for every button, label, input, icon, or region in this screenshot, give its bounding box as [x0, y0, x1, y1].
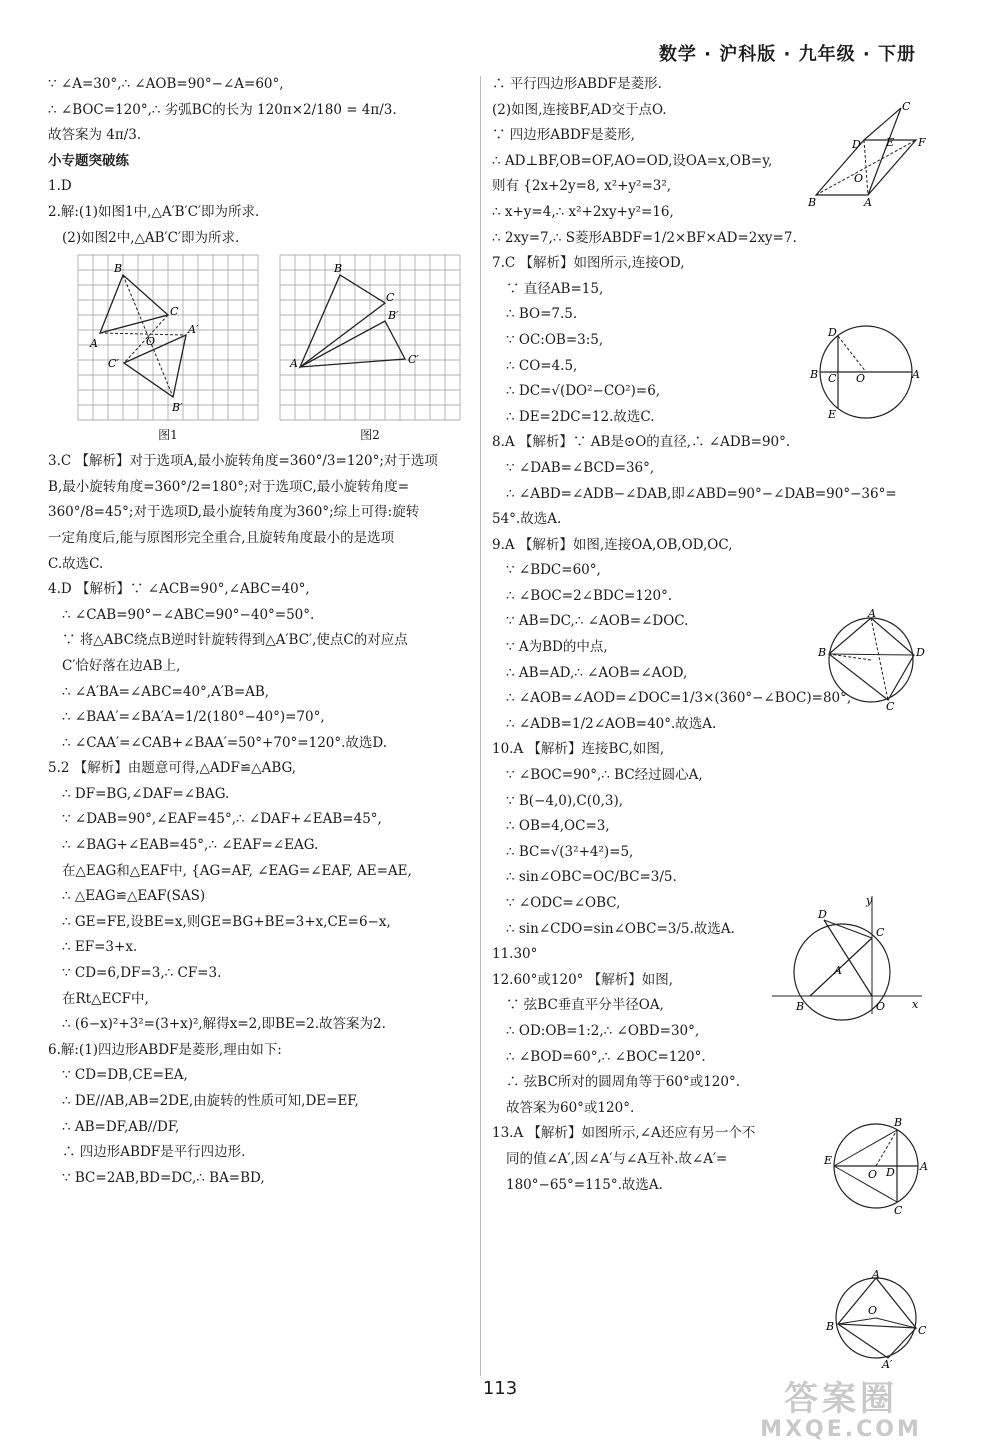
grid-figure-1-drawing — [78, 255, 258, 423]
text-line: ∴ DF=BG,∠DAF=∠BAG. — [62, 785, 230, 802]
answer-3: 3.C 【解析】对于选项A,最小旋转角度=360°/3=120°;对于选项 — [48, 453, 438, 470]
text-line: 故答案为 4π/3. — [48, 127, 142, 144]
svg-text:B′: B′ — [172, 401, 183, 415]
svg-text:C: C — [894, 1204, 903, 1217]
text-line: (2)如图2中,△AB′C′即为所求. — [62, 229, 240, 246]
text-line: ∴ x+y=4,∴ x²+2xy+y²=16, — [492, 203, 674, 220]
svg-text:C: C — [902, 100, 911, 113]
text-line: ∵ BC=2AB,BD=DC,∴ BA=BD, — [62, 1169, 265, 1186]
text-line: ∵ A为BD的中点, — [506, 639, 608, 656]
svg-text:E: E — [824, 1154, 833, 1167]
answer-4: 4.D 【解析】∵ ∠ACB=90°,∠ABC=40°, — [48, 581, 310, 598]
answer-5: 5.2 【解析】由题意可得,△ADF≌△ABG, — [48, 760, 297, 777]
text-line: ∴ (6−x)²+3²=(3+x)²,解得x=2,即BE=2.故答案为2. — [62, 1016, 386, 1033]
svg-text:C′: C′ — [408, 353, 419, 367]
svg-text:C: C — [886, 700, 895, 713]
text-line: ∴ CO=4.5, — [506, 357, 578, 374]
left-column — [48, 72, 468, 1191]
text-line: ∵ ∠BDC=60°, — [506, 562, 601, 579]
text-line: ∴ AD⊥BF,OB=OF,AO=OD,设OA=x,OB=y, — [492, 152, 773, 169]
svg-text:A′: A′ — [882, 1358, 893, 1371]
text-line: 则有 {2x+2y=8, x²+y²=3², — [492, 178, 672, 195]
text-line: 360°/8=45°;对于选项D,最小旋转角度为360°;综上可得:旋转 — [48, 504, 420, 521]
text-line: ∵ ∠DAB=90°,∠EAF=45°,∴ ∠DAF+∠EAB=45°, — [62, 811, 382, 828]
text-line: ∴ sin∠OBC=OC/BC=3/5. — [506, 869, 677, 886]
svg-text:A: A — [912, 368, 920, 381]
answer-7: 7.C 【解析】如图所示,连接OD, — [492, 255, 685, 272]
answer-9: 9.A 【解析】如图,连接OA,OB,OD,OC, — [492, 536, 733, 553]
svg-text:D: D — [886, 1166, 895, 1179]
svg-text:B: B — [796, 1000, 805, 1013]
text-line: ∵ ∠DAB=∠BCD=36°, — [506, 459, 655, 476]
text-line: ∴ ∠BOC=2∠BDC=120°. — [506, 587, 673, 604]
figure-1 — [78, 255, 258, 443]
svg-text:O: O — [876, 1000, 886, 1013]
svg-text:C: C — [170, 305, 179, 319]
text-line: ∵ 四边形ABDF是菱形, — [492, 127, 635, 144]
text-line: 故答案为60°或120°. — [506, 1099, 635, 1116]
figure-1-label: 图1 — [158, 428, 178, 443]
text-line: ∴ BC=√(3²+4²)=5, — [506, 843, 634, 860]
text-line: 54°.故选A. — [492, 511, 562, 528]
svg-text:E: E — [886, 136, 895, 149]
page-header: 数学 · 沪科版 · 九年级 · 下册 — [658, 44, 916, 65]
answer-2: 2.解:(1)如图1中,△A′B′C′即为所求. — [48, 203, 260, 220]
text-line: ∴ ∠ABD=∠ADB−∠DAB,即∠ABD=90°−∠DAB=90°−36°= — [506, 485, 897, 502]
answer-8: 8.A 【解析】∵ AB是⊙O的直径,∴ ∠ADB=90°. — [492, 434, 791, 451]
text-line: ∴ EF=3+x. — [62, 939, 138, 956]
text-line: ∵ 将△ABC绕点B逆时针旋转得到△A′BC′,使点C的对应点 — [62, 632, 408, 649]
text-line: ∴ OB=4,OC=3, — [506, 818, 610, 835]
text-line: ∵ B(−4,0),C(0,3), — [506, 792, 624, 809]
svg-text:B: B — [114, 262, 123, 276]
text-line: 在△EAG和△EAF中, {AG=AF, ∠EAG=∠EAF, AE=AE, — [62, 862, 412, 879]
text-line: 一定角度后,能与原图形完全重合,且旋转角度最小的是选项 — [48, 529, 395, 546]
text-line: ∴ ∠CAB=90°−∠ABC=90°−40°=50°. — [62, 606, 315, 623]
svg-text:O: O — [146, 335, 156, 349]
text-line: ∵ CD=6,DF=3,∴ CF=3. — [62, 965, 222, 982]
page-number: 113 — [482, 1378, 518, 1399]
text-line: C.故选C. — [48, 555, 104, 572]
text-line: ∴ DE//AB,AB=2DE,由旋转的性质可知,DE=EF, — [62, 1093, 359, 1109]
text-line: ∵ AB=DC,∴ ∠AOB=∠DOC. — [506, 613, 689, 630]
circle-figure-12 — [822, 1116, 930, 1216]
svg-text:A: A — [868, 607, 876, 620]
section-title: 小专题突破练 — [48, 152, 129, 169]
figure-2-label: 图2 — [360, 428, 380, 443]
text-line: ∴ DC=√(DO²−CO²)=6, — [506, 383, 661, 400]
text-line: ∴ AB=AD,∴ ∠AOB=∠AOD, — [506, 664, 688, 681]
text-line: ∴ ∠BOC=120°,∴ 劣弧BC的长为 120π×2/180 = 4π/3. — [48, 101, 397, 118]
svg-text:A′: A′ — [188, 323, 199, 337]
svg-text:E: E — [828, 408, 837, 421]
text-line: 在Rt△ECF中, — [62, 990, 149, 1007]
grid-figures — [78, 255, 468, 443]
svg-text:C: C — [386, 291, 395, 305]
text-line: ∵ ∠BOC=90°,∴ BC经过圆心A, — [506, 767, 703, 784]
svg-text:B: B — [826, 1320, 835, 1333]
rhombus-figure — [806, 100, 936, 212]
text-line: ∴ sin∠CDO=sin∠OBC=3/5.故选A. — [506, 920, 735, 937]
watermark-title: 答案圈 — [784, 1379, 898, 1419]
text-line: C′恰好落在边AB上, — [62, 657, 181, 674]
text-line: ∴ OD:OB=1:2,∴ ∠OBD=30°, — [506, 1022, 700, 1039]
svg-text:A: A — [90, 337, 98, 351]
svg-text:A: A — [290, 357, 298, 371]
text-line: ∵ CD=DB,CE=EA, — [62, 1067, 188, 1084]
svg-text:O: O — [868, 1168, 878, 1181]
answer-1: 1.D — [48, 178, 72, 195]
text-line: ∴ ∠BAG+∠EAB=45°,∴ ∠EAF=∠EAG. — [62, 837, 319, 854]
text-line: ∴ ∠BAA′=∠BA′A=1/2(180°−40°)=70°, — [62, 709, 325, 726]
text-line: ∴ ∠ADB=1/2∠AOB=40°.故选A. — [506, 715, 717, 732]
svg-text:C: C — [876, 926, 885, 939]
svg-text:A: A — [834, 964, 842, 977]
svg-text:F: F — [918, 136, 926, 149]
svg-text:O: O — [854, 172, 864, 185]
column-divider — [480, 76, 481, 1376]
svg-text:D: D — [916, 646, 925, 659]
grid-figure-2-drawing — [280, 255, 460, 423]
svg-text:D: D — [852, 138, 861, 151]
text-line: ∴ 2xy=7,∴ S菱形ABDF=1/2×BF×AD=2xy=7. — [492, 229, 797, 246]
text-line: ∴ BO=7.5. — [506, 306, 578, 323]
circle-figure-9 — [816, 607, 926, 713]
text-line: ∴ ∠CAA′=∠CAB+∠BAA′=50°+70°=120°.故选D. — [62, 734, 388, 751]
watermark-url: MXQE.COM — [760, 1417, 922, 1442]
answer-10: 10.A 【解析】连接BC,如图, — [492, 741, 665, 758]
answer-11: 11.30° — [492, 946, 538, 963]
circle-figure-13 — [824, 1268, 930, 1371]
circle-figure-7 — [806, 322, 926, 422]
svg-text:C: C — [828, 372, 837, 385]
text-line: ∴ ∠BOD=60°,∴ ∠BOC=120°. — [506, 1048, 706, 1065]
answer-12: 12.60°或120° 【解析】如图, — [492, 971, 673, 988]
text-line: 同的值∠A′,因∠A′与∠A互补.故∠A′= — [506, 1150, 728, 1167]
coordinate-circle-figure-10 — [772, 892, 922, 1018]
text-line: ∴ ∠AOB=∠AOD=∠DOC=1/3×(360°−∠BOC)=80°, — [506, 690, 852, 707]
text-line: B,最小旋转角度=360°/2=180°;对于选项C,最小旋转角度= — [48, 478, 410, 495]
text-line: ∵ OC:OB=3:5, — [506, 331, 604, 348]
svg-text:y: y — [866, 894, 873, 907]
svg-text:B: B — [808, 196, 817, 209]
svg-text:A: A — [864, 196, 872, 209]
text-line: ∴ GE=FE,设BE=x,则GE=BG+BE=3+x,CE=6−x, — [62, 913, 391, 930]
answer-13: 13.A 【解析】如图所示,∠A还应有另一个不 — [492, 1125, 756, 1142]
text-line: 180°−65°=115°.故选A. — [506, 1176, 663, 1193]
svg-text:O: O — [856, 372, 866, 385]
svg-text:B′: B′ — [388, 309, 399, 323]
svg-text:B: B — [818, 646, 827, 659]
text-line: ∴ ∠A′BA=∠ABC=40°,A′B=AB, — [62, 683, 270, 700]
svg-text:C′: C′ — [108, 357, 119, 371]
svg-text:A: A — [920, 1160, 928, 1173]
svg-text:A: A — [872, 1268, 880, 1281]
svg-text:x: x — [912, 998, 919, 1011]
svg-text:B: B — [894, 1116, 903, 1129]
svg-text:C: C — [918, 1324, 927, 1337]
svg-text:B: B — [810, 368, 819, 381]
answer-6: 6.解:(1)四边形ABDF是菱形,理由如下: — [48, 1041, 282, 1058]
svg-text:B: B — [334, 262, 343, 276]
text-line: ∴ 平行四边形ABDF是菱形. — [492, 76, 662, 92]
text-line: (2)如图,连接BF,AD交于点O. — [492, 101, 667, 118]
text-line: ∵ ∠A=30°,∴ ∠AOB=90°−∠A=60°, — [48, 76, 284, 92]
text-line: ∵ 弦BC垂直平分半径OA, — [506, 997, 664, 1014]
text-line: ∵ ∠ODC=∠OBC, — [506, 895, 621, 911]
text-line: ∵ 直径AB=15, — [506, 280, 604, 297]
watermark-logo — [706, 1380, 976, 1446]
figure-2 — [280, 255, 460, 443]
svg-text:D: D — [818, 908, 827, 921]
text-line: ∴ DE=2DC=12.故选C. — [506, 408, 655, 425]
text-line: ∴ AB=DF,AB//DF, — [62, 1118, 180, 1135]
text-line: ∴ 弦BC所对的圆周角等于60°或120°. — [506, 1074, 741, 1091]
text-line: ∴ 四边形ABDF是平行四边形. — [62, 1144, 246, 1161]
svg-text:D: D — [828, 326, 837, 339]
svg-text:O: O — [868, 1304, 878, 1317]
text-line: ∴ △EAG≌△EAF(SAS) — [62, 888, 206, 905]
